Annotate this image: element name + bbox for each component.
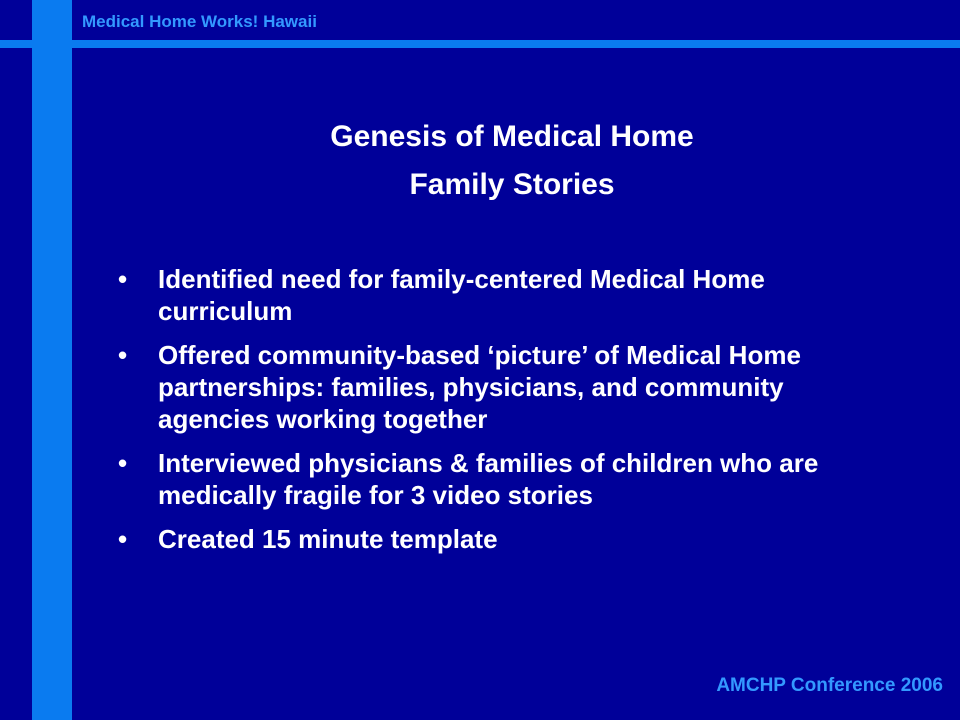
top-accent-line xyxy=(0,40,960,48)
bullet-icon: • xyxy=(118,524,128,554)
header-region: Hawaii xyxy=(263,12,317,31)
header-brand: Medical Home Works! xyxy=(82,12,259,31)
bullet-item xyxy=(118,523,898,555)
bullet-list xyxy=(118,263,898,567)
bullet-text: Created 15 minute template xyxy=(158,524,498,554)
bullet-text: Identified need for family-centered Medical Home curriculum xyxy=(158,264,765,326)
header-logo-text xyxy=(82,11,317,33)
bullet-item xyxy=(118,263,898,327)
bullet-item xyxy=(118,339,898,435)
title-line-1: Genesis of Medical Home xyxy=(330,120,694,153)
bullet-icon: • xyxy=(118,264,128,294)
slide-title xyxy=(72,113,952,209)
footer-conference: AMCHP Conference 2006 xyxy=(716,675,943,696)
bullet-item xyxy=(118,447,898,511)
bullet-text: Offered community-based ‘picture’ of Medical Home partnerships: families, physicians, and community agencies working together xyxy=(158,340,801,434)
bullet-icon: • xyxy=(118,448,128,478)
left-accent-bar xyxy=(32,0,72,720)
bullet-text: Interviewed physicians & families of children who are medically fragile for 3 video stories xyxy=(158,448,819,510)
bullet-icon: • xyxy=(118,340,128,370)
title-line-2: Family Stories xyxy=(409,168,615,201)
